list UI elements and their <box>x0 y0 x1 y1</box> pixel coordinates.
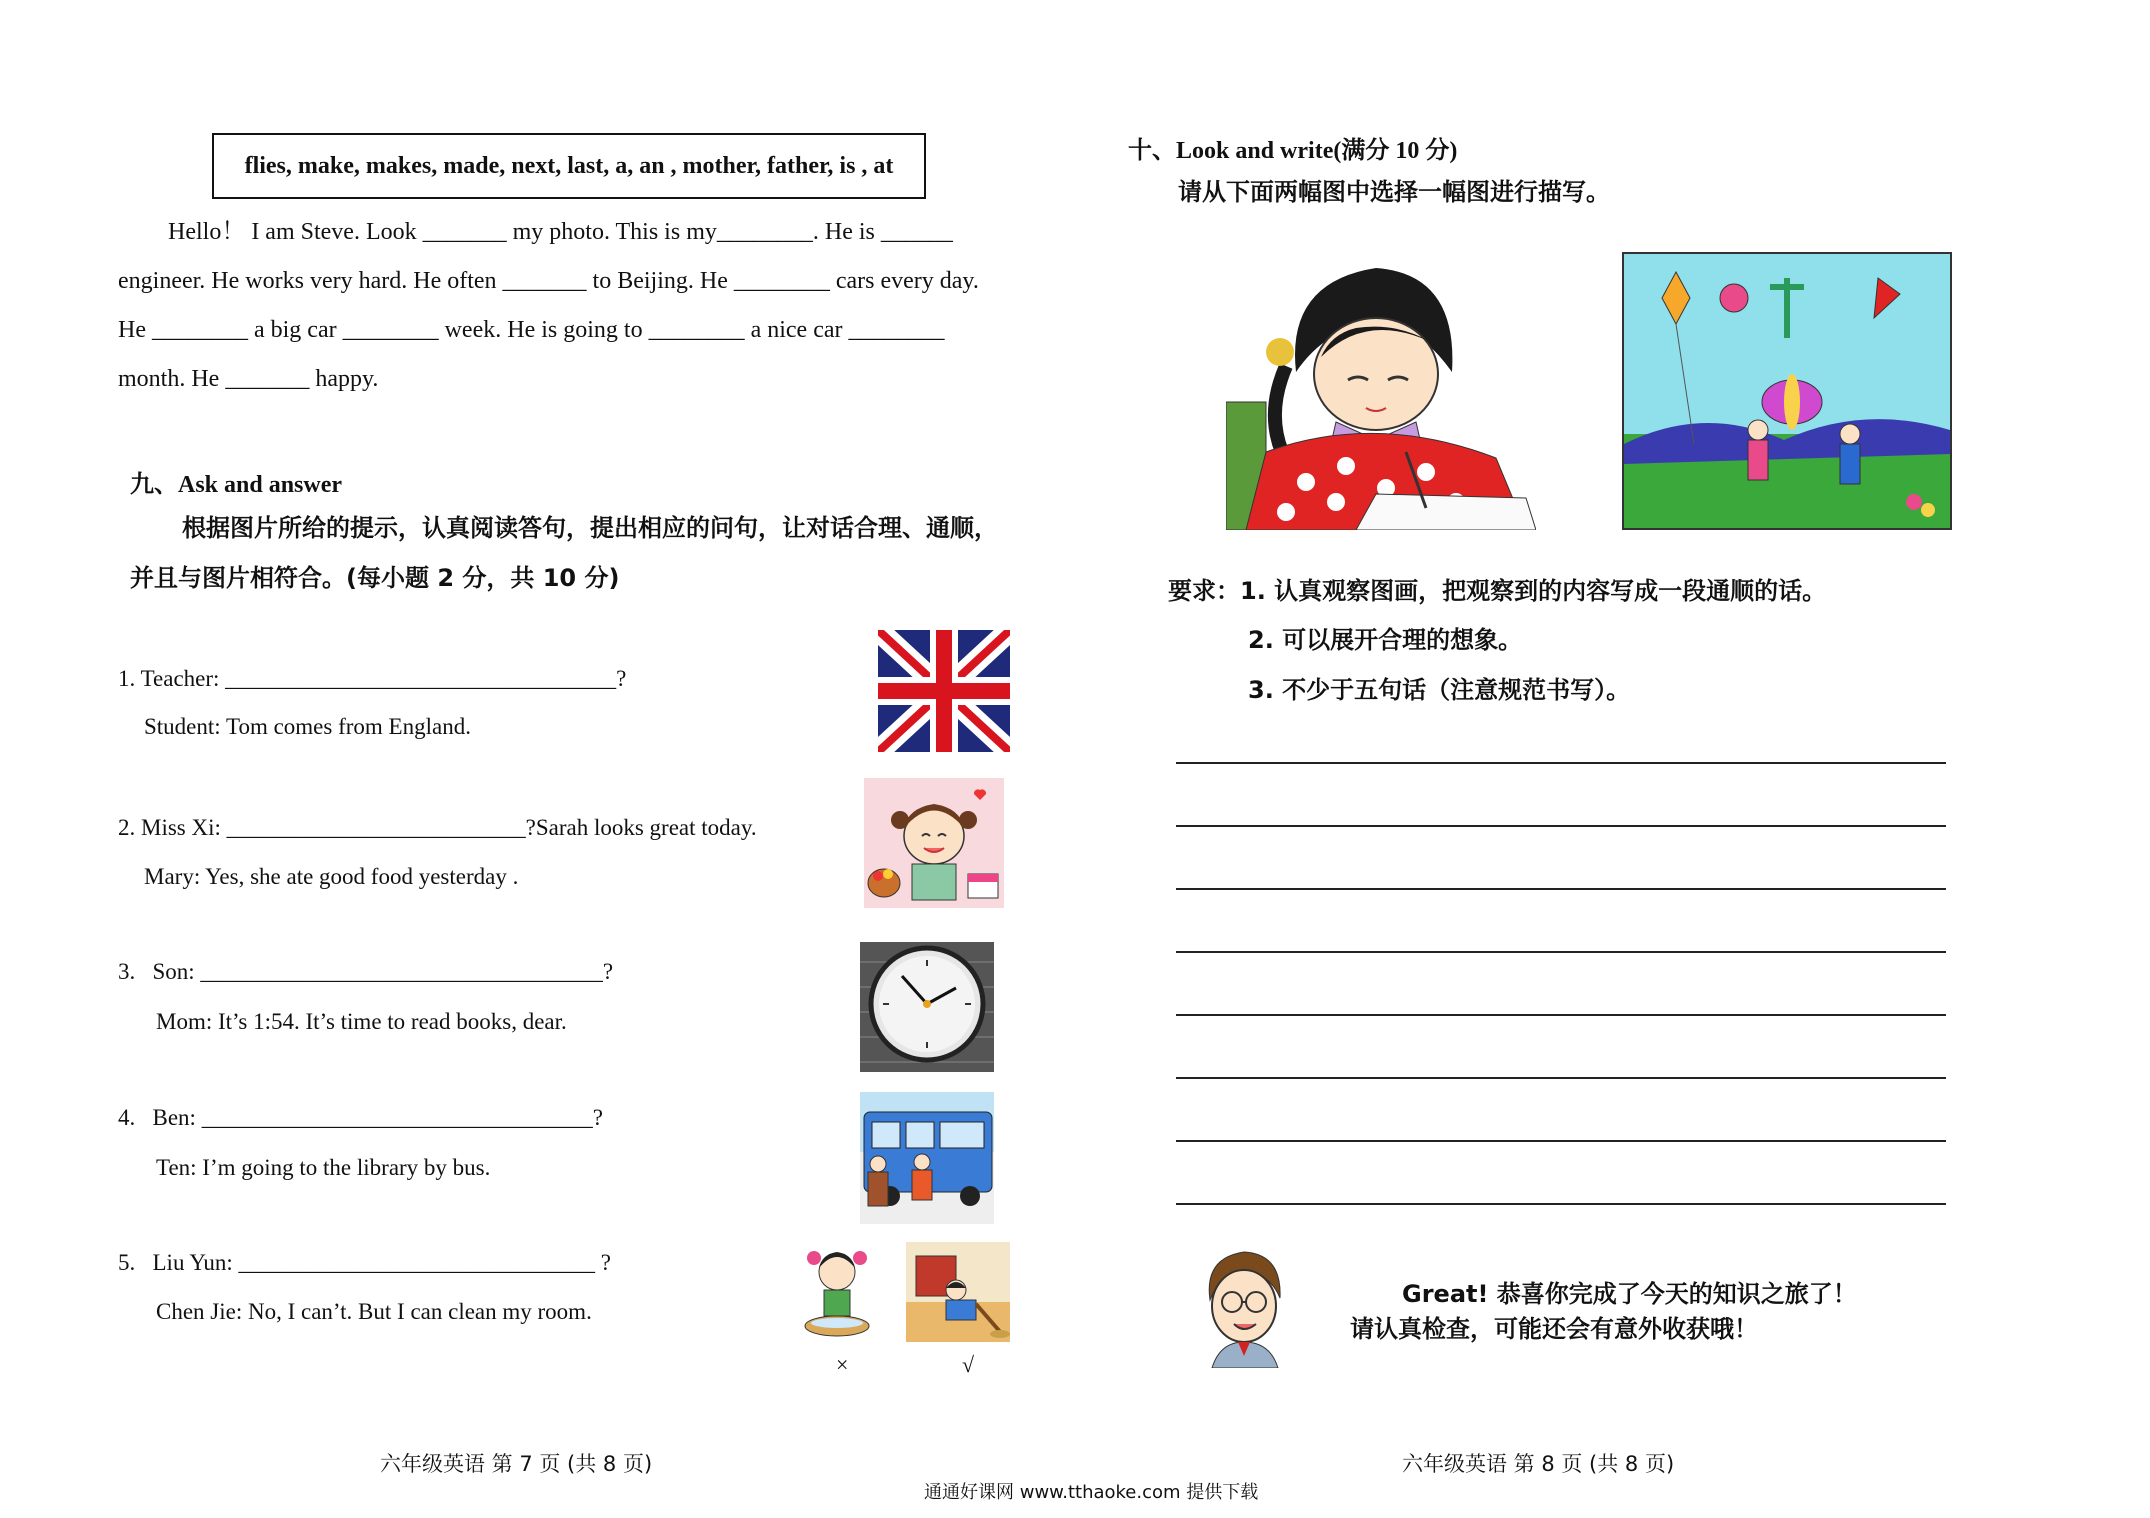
girl-eating-food-image <box>864 778 1004 908</box>
cross-mark: × <box>836 1352 849 1377</box>
kite-flying-image <box>1622 252 1952 530</box>
answer-5: Chen Jie: No, I can’t. But I can clean my room. <box>156 1299 592 1324</box>
right-page-footer: 六年级英语 第 8 页 (共 8 页) <box>1402 1452 1675 1476</box>
cloze-line-4: month. He _______ happy. <box>118 366 379 392</box>
section-9-instruction-1: 根据图片所给的提示，认真阅读答句，提出相应的问句，让对话合理、通顺， <box>182 514 998 542</box>
requirement-1: 要求：1. 认真观察图画，把观察到的内容写成一段通顺的话。 <box>1168 577 1827 605</box>
cloze-line-2: engineer. He works very hard. He often _______ to Beijing. He ________ cars every day. <box>118 268 979 294</box>
cloze-line-3: He ________ a big car ________ week. He is going to ________ a nice car ________ <box>118 317 945 343</box>
cloze-paragraph <box>118 208 1038 404</box>
closing-message-2: 请认真检查，可能还会有意外收获哦！ <box>1350 1315 1758 1343</box>
writing-line[interactable] <box>1176 1203 1946 1205</box>
writing-line[interactable] <box>1176 1140 1946 1142</box>
cleaning-room-image <box>906 1242 1010 1342</box>
writing-line[interactable] <box>1176 1077 1946 1079</box>
left-page-footer: 六年级英语 第 7 页 (共 8 页) <box>380 1452 653 1476</box>
section-10-subtitle: 请从下面两幅图中选择一幅图进行描写。 <box>1178 178 1610 206</box>
requirement-2: 2. 可以展开合理的想象。 <box>1248 626 1523 654</box>
site-credit: 通通好课网 www.tthaoke.com 提供下载 <box>924 1482 1259 1503</box>
bus-image <box>860 1092 994 1224</box>
section-10-title: 十、Look and write(满分 10 分) <box>1128 138 1458 164</box>
writing-line[interactable] <box>1176 1014 1946 1016</box>
writing-line[interactable] <box>1176 888 1946 890</box>
word-bank-text: flies, make, makes, made, next, last, a, an , mother, father, is , at <box>244 152 894 179</box>
answer-2: Mary: Yes, she ate good food yesterday . <box>144 864 519 889</box>
section-9-title: 九、Ask and answer <box>130 472 343 498</box>
word-bank-box <box>212 133 926 199</box>
writing-line[interactable] <box>1176 951 1946 953</box>
teacher-cartoon-image <box>1190 1244 1294 1368</box>
writing-line[interactable] <box>1176 825 1946 827</box>
requirement-3: 3. 不少于五句话（注意规范书写）。 <box>1248 676 1631 704</box>
girl-writing-image <box>1226 262 1536 530</box>
clock-image <box>860 942 994 1072</box>
check-mark: √ <box>962 1352 975 1377</box>
answer-4: Ten: I’m going to the library by bus. <box>156 1155 491 1180</box>
answer-3: Mom: It’s 1:54. It’s time to read books, dear. <box>156 1009 567 1034</box>
cloze-line-1: Hello！ I am Steve. Look _______ my photo. This is my________. He is ______ <box>168 219 953 245</box>
question-1: 1. Teacher: __________________________________? <box>118 666 627 691</box>
question-5: 5. Liu Yun: _______________________________ ? <box>118 1250 611 1275</box>
question-3: 3. Son: ___________________________________? <box>118 959 614 984</box>
question-2: 2. Miss Xi: __________________________?Sarah looks great today. <box>118 815 757 840</box>
union-jack-flag-image <box>878 630 1010 752</box>
section-9-instruction-2: 并且与图片相符合。(每小题 2 分，共 10 分) <box>130 564 620 592</box>
question-4: 4. Ben: __________________________________? <box>118 1105 603 1130</box>
closing-message-1: Great! 恭喜你完成了今天的知识之旅了！ <box>1402 1280 1857 1308</box>
girl-cooking-image <box>800 1240 874 1342</box>
writing-line[interactable] <box>1176 762 1946 764</box>
answer-1: Student: Tom comes from England. <box>144 714 471 739</box>
